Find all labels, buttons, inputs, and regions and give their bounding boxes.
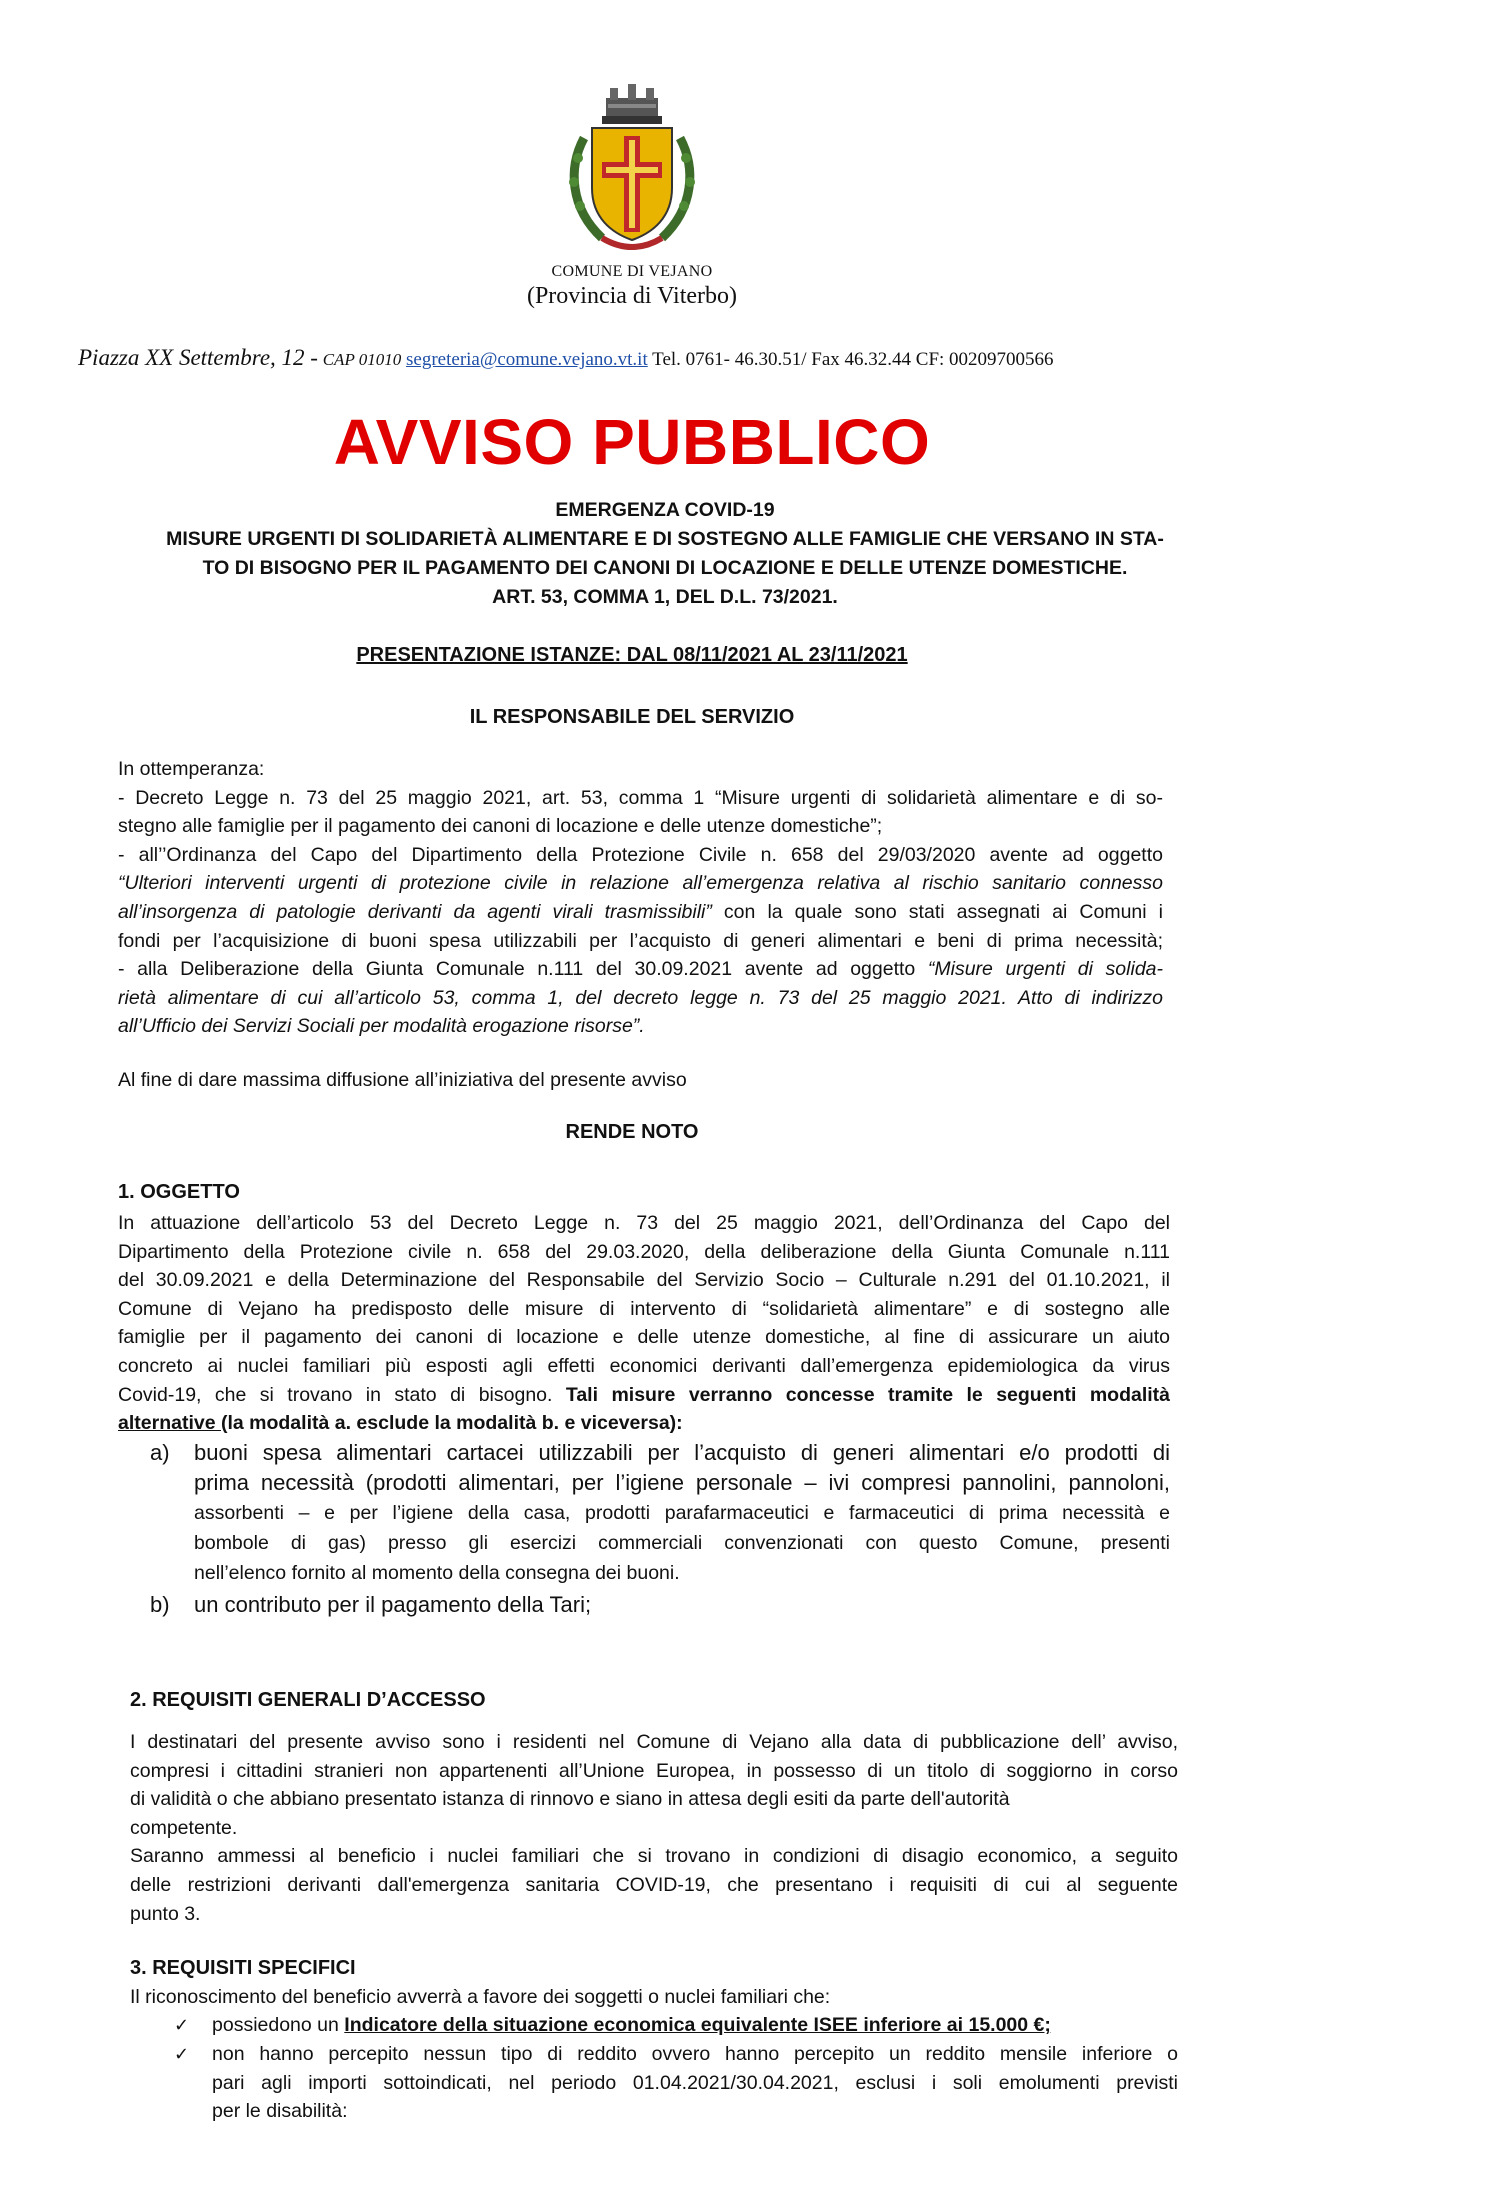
text-line: non hanno percepito nessun tipo di reddito ovvero hanno percepito un reddito mensile inferiore o bbox=[212, 2043, 1178, 2065]
list-marker: a) bbox=[150, 1440, 170, 1465]
text-line bbox=[118, 955, 1163, 984]
quote-text: all’insorgenza di patologie derivanti da agenti virali trasmissibili” bbox=[118, 900, 712, 923]
text-line: di validità o che abbiano presentato istanza di rinnovo e siano in attesa degli esiti da parte dell'autorità bbox=[130, 1788, 1010, 1811]
text-line: In ottemperanza: bbox=[118, 758, 265, 780]
subtitle-line: EMERGENZA COVID-19 bbox=[555, 499, 775, 521]
alfine-paragraph: Al fine di dare massima diffusione all’iniziativa del presente avviso bbox=[118, 1069, 687, 1091]
text-line: nell’elenco fornito al momento della consegna dei buoni. bbox=[194, 1562, 680, 1584]
subtitle bbox=[120, 496, 1210, 612]
text-line: I destinatari del presente avviso sono i residenti nel Comune di Vejano alla data di pubblicazione dell’ avviso, bbox=[130, 1731, 1178, 1753]
bold-text: (la modalità a. esclude la modalità b. e viceversa): bbox=[220, 1412, 683, 1435]
address-line bbox=[78, 345, 1378, 371]
text-line: stegno alle famiglie per il pagamento dei canoni di locazione e delle utenze domestiche”; bbox=[118, 815, 883, 838]
responsabile-heading: IL RESPONSABILE DEL SERVIZIO bbox=[469, 706, 795, 728]
text-line: bombole di gas) presso gli esercizi commerciali convenzionati con questo Comune, presenti bbox=[194, 1532, 1170, 1554]
checkmark-icon: ✓ bbox=[174, 2015, 190, 2035]
subtitle-line: MISURE URGENTI DI SOLIDARIETÀ ALIMENTARE E DI SOSTEGNO ALLE FAMIGLIE CHE VERSANO IN STA- bbox=[166, 528, 1164, 550]
text-line: In attuazione dell’articolo 53 del Decreto Legge n. 73 del 25 maggio 2021, dell’Ordinanza del Capo del bbox=[118, 1212, 1170, 1234]
submission-dates bbox=[0, 644, 1264, 667]
list-item-text bbox=[194, 1438, 1170, 1588]
underlined-text: alternative bbox=[118, 1412, 221, 1435]
text-line: - all’’Ordinanza del Capo del Dipartimento della Protezione Civile n. 658 del 29/03/2020 avente ad oggetto bbox=[118, 843, 1163, 866]
requirement-text bbox=[212, 2040, 1178, 2126]
text-line: pari agli importi sottoindicati, nel periodo 01.04.2021/30.04.2021, esclusi i soli emolumenti previsti bbox=[212, 2071, 1178, 2094]
text-line: punto 3. bbox=[130, 1902, 201, 1925]
isee-requirement: Indicatore della situazione economica equivalente ISEE inferiore ai 15.000 €; bbox=[344, 2014, 1051, 2036]
text-line bbox=[118, 1381, 1170, 1410]
text-line: buoni spesa alimentari cartacei utilizzabili per l’acquisto di generi alimentari e/o prodotti di bbox=[194, 1440, 1170, 1465]
text-line: prima necessità (prodotti alimentari, per l’igiene personale – ivi compresi pannolini, pannoloni, bbox=[194, 1470, 1170, 1495]
text-line: competente. bbox=[130, 1816, 238, 1839]
text-line: fondi per l’acquisizione di buoni spesa utilizzabili per l’acquisto di generi alimentari e beni di prima necessità; bbox=[118, 929, 1163, 952]
text-line: compresi i cittadini stranieri non appartenenti all’Unione Europea, in possesso di un titolo di soggiorno in corso bbox=[130, 1759, 1178, 1782]
street-address: Piazza XX Settembre, 12 - bbox=[78, 345, 318, 370]
text-line: per le disabilità: bbox=[212, 2100, 348, 2123]
text-fragment: possiedono un bbox=[212, 2014, 345, 2036]
coat-of-arms-icon bbox=[562, 78, 702, 258]
section-1-body bbox=[118, 1209, 1170, 1438]
subtitle-line: TO DI BISOGNO PER IL PAGAMENTO DEI CANONI DI LOCAZIONE E DELLE UTENZE DOMESTICHE. bbox=[202, 557, 1128, 579]
page-title: AVVISO PUBBLICO bbox=[333, 406, 931, 478]
text-line: del 30.09.2021 e della Determinazione del Responsabile del Servizio Socio – Culturale n.291 del 01.10.2021, il bbox=[118, 1269, 1170, 1292]
text-line bbox=[118, 1409, 1170, 1438]
postal-code: CAP 01010 bbox=[322, 350, 402, 369]
text-line: assorbenti – e per l’igiene della casa, prodotti parafarmaceutici e farmaceutici di prima necessità e bbox=[194, 1502, 1170, 1524]
provincia: (Provincia di Viterbo) bbox=[526, 283, 738, 309]
list-item-text bbox=[194, 1590, 1170, 1620]
text-line: Dipartimento della Protezione civile n. 658 del 29.03.2020, della deliberazione della Giunta Comunale n.111 bbox=[118, 1240, 1170, 1263]
text-line: all’Ufficio dei Servizi Sociali per modalità erogazione risorse”. bbox=[118, 1015, 645, 1038]
section-2-body bbox=[130, 1728, 1178, 1928]
bold-text: Tali misure verranno concesse tramite le seguenti modalità bbox=[565, 1383, 1171, 1406]
text-line: Comune di Vejano ha predisposto delle misure di intervento di “solidarietà alimentare” e di sostegno alle bbox=[118, 1297, 1170, 1320]
text-line: rietà alimentare di cui all’articolo 53, comma 1, del decreto legge n. 73 del 25 maggio 2021. Atto di indirizzo bbox=[118, 986, 1163, 1009]
text-line: Saranno ammessi al beneficio i nuclei familiari che si trovano in condizioni di disagio economico, a seguito bbox=[130, 1845, 1178, 1868]
text-line: delle restrizioni derivanti dall'emergenza sanitaria COVID-19, che presentano i requisiti di cui al seguente bbox=[130, 1873, 1178, 1896]
email-link[interactable]: segreteria@comune.vejano.vt.it bbox=[406, 349, 648, 370]
requirement-text bbox=[212, 2011, 1178, 2040]
text-line bbox=[118, 898, 1163, 927]
subtitle-line: ART. 53, COMMA 1, DEL D.L. 73/2021. bbox=[492, 586, 838, 608]
text-line: “Ulteriori interventi urgenti di protezione civile in relazione all’emergenza relativa al rischio sanitario connesso bbox=[118, 872, 1163, 895]
section-2-title: 2. REQUISITI GENERALI D’ACCESSO bbox=[130, 1689, 486, 1711]
text-fragment: con la quale sono stati assegnati ai Comuni i bbox=[711, 900, 1163, 923]
section-3-intro: Il riconoscimento del beneficio avverrà a favore dei soggetti o nuclei familiari che: bbox=[130, 1986, 831, 2008]
text-line: - Decreto Legge n. 73 del 25 maggio 2021, art. 53, comma 1 “Misure urgenti di solidarietà alimentare e di so- bbox=[118, 786, 1163, 809]
text-line: famiglie per il pagamento dei canoni di locazione e delle utenze domestiche, al fine di assicurare un aiuto bbox=[118, 1326, 1170, 1349]
checkmark-icon: ✓ bbox=[174, 2044, 190, 2064]
contacts: Tel. 0761- 46.30.51/ Fax 46.32.44 CF: 00209700566 bbox=[652, 349, 1054, 370]
comune-name: COMUNE DI VEJANO bbox=[551, 263, 713, 280]
text-line: concreto ai nuclei familiari più esposti agli effetti economici derivanti dall’emergenza epidemiologica da virus bbox=[118, 1354, 1170, 1377]
section-3-title: 3. REQUISITI SPECIFICI bbox=[130, 1957, 356, 1979]
text-fragment: Covid-19, che si trovano in stato di bisogno. bbox=[118, 1383, 566, 1406]
intro-paragraph bbox=[118, 755, 1163, 1041]
section-1-title: 1. OGGETTO bbox=[118, 1181, 240, 1203]
submission-dates-text: PRESENTAZIONE ISTANZE: DAL 08/11/2021 AL 23/11/2021 bbox=[356, 644, 908, 666]
quote-text: “Misure urgenti di solida- bbox=[927, 958, 1163, 981]
list-marker: b) bbox=[150, 1592, 170, 1617]
text-line: un contributo per il pagamento della Tari; bbox=[194, 1592, 592, 1617]
text-fragment: - alla Deliberazione della Giunta Comunale n.111 del 30.09.2021 avente ad oggetto bbox=[118, 958, 928, 981]
rende-noto-heading: RENDE NOTO bbox=[565, 1121, 699, 1143]
